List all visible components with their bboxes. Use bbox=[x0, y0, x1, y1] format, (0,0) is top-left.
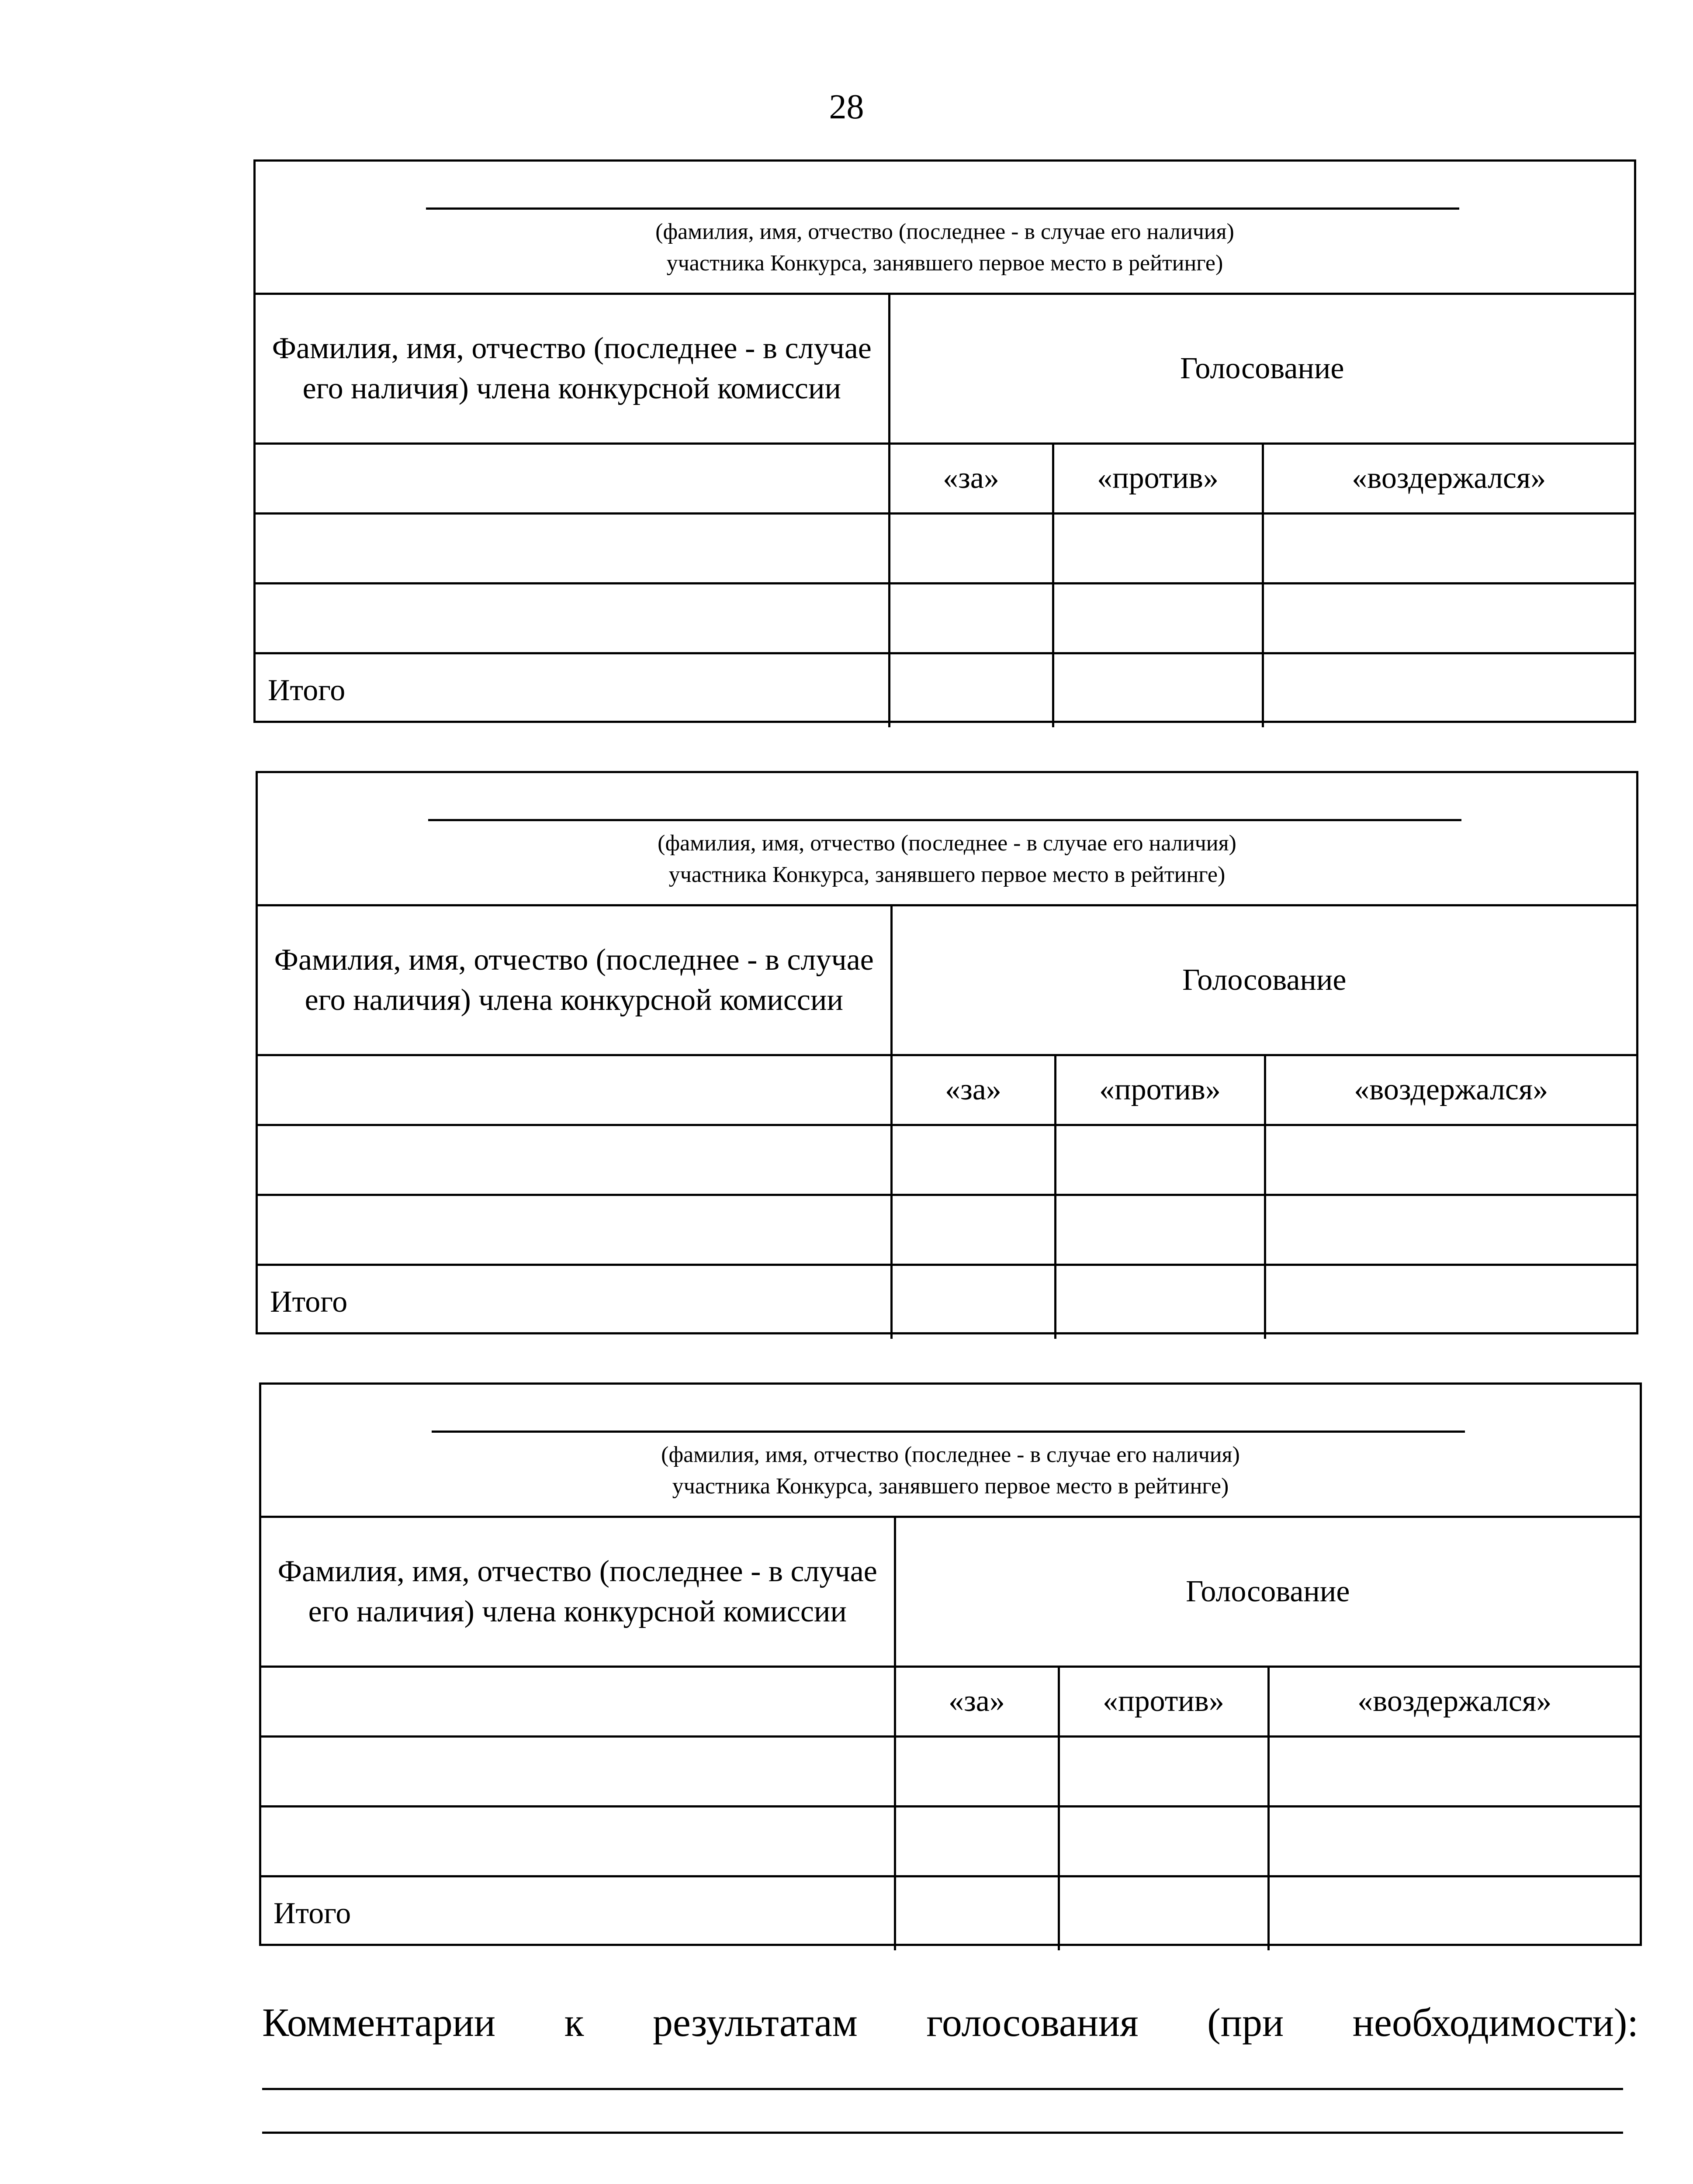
for-cell bbox=[889, 583, 1053, 653]
against-column-header: «против» bbox=[1053, 443, 1263, 513]
member-name-cell bbox=[261, 1806, 895, 1876]
total-label: Итого bbox=[258, 1265, 891, 1339]
total-against-cell bbox=[1053, 653, 1263, 727]
voting-header: Голосование bbox=[891, 906, 1636, 1055]
for-column-header: «за» bbox=[895, 1666, 1059, 1736]
page-number: 28 bbox=[829, 88, 864, 126]
abstained-cell bbox=[1263, 583, 1634, 653]
vote-table bbox=[258, 906, 1636, 1339]
abstained-cell bbox=[1263, 513, 1634, 583]
participant-name-line bbox=[432, 1431, 1465, 1433]
member-name-cell bbox=[258, 1195, 891, 1265]
participant-caption-text bbox=[256, 216, 1634, 279]
total-label: Итого bbox=[256, 653, 889, 727]
participant-name-line bbox=[428, 819, 1461, 821]
total-against-cell bbox=[1055, 1265, 1265, 1339]
member-name-cell bbox=[256, 583, 889, 653]
total-for-cell bbox=[891, 1265, 1055, 1339]
caption-line: (фамилия, имя, отчество (последнее - в случае его наличия) bbox=[655, 219, 1234, 244]
for-cell bbox=[889, 513, 1053, 583]
against-column-header: «против» bbox=[1059, 1666, 1268, 1736]
total-row bbox=[256, 653, 1634, 727]
against-cell bbox=[1053, 513, 1263, 583]
against-cell bbox=[1055, 1125, 1265, 1195]
member-name-cell bbox=[258, 1125, 891, 1195]
member-name-cell bbox=[256, 513, 889, 583]
voting-header: Голосование bbox=[889, 295, 1634, 443]
for-cell bbox=[891, 1195, 1055, 1265]
for-cell bbox=[895, 1736, 1059, 1806]
member-column-header: Фамилия, имя, отчество (последнее - в случае его наличия) члена конкурсной комиссии bbox=[256, 295, 889, 443]
for-column-header: «за» bbox=[889, 443, 1053, 513]
table-row bbox=[261, 1806, 1640, 1876]
against-cell bbox=[1053, 583, 1263, 653]
abstained-column-header: «воздержался» bbox=[1268, 1666, 1640, 1736]
for-cell bbox=[895, 1806, 1059, 1876]
caption-line: участника Конкурса, занявшего первое место в рейтинге) bbox=[666, 251, 1223, 276]
table-row bbox=[256, 583, 1634, 653]
total-abstained-cell bbox=[1263, 653, 1634, 727]
vote-block bbox=[253, 159, 1636, 723]
caption-line: участника Конкурса, занявшего первое место в рейтинге) bbox=[672, 1474, 1229, 1499]
total-for-cell bbox=[895, 1876, 1059, 1950]
total-row bbox=[258, 1265, 1636, 1339]
total-row bbox=[261, 1876, 1640, 1950]
abstained-cell bbox=[1265, 1125, 1636, 1195]
total-abstained-cell bbox=[1265, 1265, 1636, 1339]
caption-line: (фамилия, имя, отчество (последнее - в случае его наличия) bbox=[658, 831, 1236, 856]
participant-name-line bbox=[426, 207, 1459, 210]
caption-line: участника Конкурса, занявшего первое место в рейтинге) bbox=[668, 862, 1226, 887]
comments-line bbox=[262, 2088, 1623, 2090]
member-subheader-cell bbox=[258, 1055, 891, 1125]
against-cell bbox=[1059, 1736, 1268, 1806]
table-row bbox=[258, 1125, 1636, 1195]
against-cell bbox=[1059, 1806, 1268, 1876]
against-cell bbox=[1055, 1195, 1265, 1265]
participant-caption-text bbox=[261, 1439, 1640, 1502]
abstained-cell bbox=[1268, 1736, 1640, 1806]
abstained-cell bbox=[1265, 1195, 1636, 1265]
participant-caption bbox=[258, 773, 1636, 906]
member-subheader-cell bbox=[261, 1666, 895, 1736]
abstained-cell bbox=[1268, 1806, 1640, 1876]
voting-header: Голосование bbox=[895, 1518, 1640, 1666]
vote-table bbox=[261, 1518, 1640, 1950]
abstained-column-header: «воздержался» bbox=[1263, 443, 1634, 513]
member-column-header: Фамилия, имя, отчество (последнее - в случае его наличия) члена конкурсной комиссии bbox=[261, 1518, 895, 1666]
table-row bbox=[258, 1195, 1636, 1265]
member-name-cell bbox=[261, 1736, 895, 1806]
table-row bbox=[261, 1736, 1640, 1806]
for-column-header: «за» bbox=[891, 1055, 1055, 1125]
participant-caption bbox=[261, 1385, 1640, 1518]
total-for-cell bbox=[889, 653, 1053, 727]
member-subheader-cell bbox=[256, 443, 889, 513]
for-cell bbox=[891, 1125, 1055, 1195]
total-label: Итого bbox=[261, 1876, 895, 1950]
total-against-cell bbox=[1059, 1876, 1268, 1950]
comments-label: Комментарии к результатам голосования (при необходимости): bbox=[262, 2000, 1638, 2045]
member-column-header: Фамилия, имя, отчество (последнее - в случае его наличия) члена конкурсной комиссии bbox=[258, 906, 891, 1055]
total-abstained-cell bbox=[1268, 1876, 1640, 1950]
participant-caption bbox=[256, 162, 1634, 295]
vote-block bbox=[259, 1382, 1642, 1946]
abstained-column-header: «воздержался» bbox=[1265, 1055, 1636, 1125]
vote-table bbox=[256, 295, 1634, 727]
caption-line: (фамилия, имя, отчество (последнее - в случае его наличия) bbox=[661, 1442, 1240, 1467]
vote-block bbox=[256, 771, 1638, 1334]
table-row bbox=[256, 513, 1634, 583]
participant-caption-text bbox=[258, 828, 1636, 891]
comments-line bbox=[262, 2132, 1623, 2134]
against-column-header: «против» bbox=[1055, 1055, 1265, 1125]
